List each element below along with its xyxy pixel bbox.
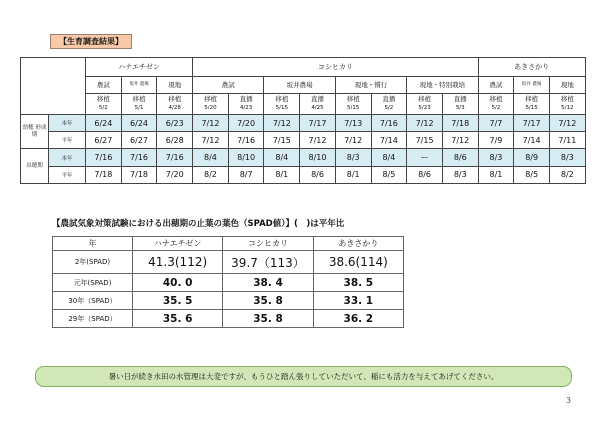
date-cell: 7/12 [193,114,229,131]
date-cell: 7/20 [228,114,264,131]
transplant-method: 移植 [132,94,146,103]
date-cell: 8/6 [407,166,443,183]
site-label: 坂井 農場 [121,77,157,93]
spad-header-row [53,237,404,251]
date-cell: 6/24 [121,114,157,131]
date-cell: 7/20 [157,166,193,183]
spad-value: 41.3(112) [133,251,223,274]
date-cell: 7/12 [193,132,229,149]
site-row [21,77,586,93]
date-cell: 7/16 [121,149,157,166]
date-cell: 7/18 [442,114,478,131]
transplant-cell [407,93,443,114]
date-cell: 8/1 [335,166,371,183]
transplant-cell [300,93,336,114]
spad-value: 38. 5 [313,274,403,292]
spad-value: 35. 8 [223,310,313,328]
date-cell: 6/27 [121,132,157,149]
date-cell: 8/10 [300,149,336,166]
transplant-method: 移植 [418,94,432,103]
date-cell: 8/5 [514,166,550,183]
transplant-cell [193,93,229,114]
transplant-cell [335,93,371,114]
spad-value: 33. 1 [313,292,403,310]
date-cell: 7/17 [300,114,336,131]
transplant-date: 5/15 [525,104,538,111]
date-cell: 6/23 [157,114,193,131]
spad-value: 38.6(114) [313,251,403,274]
transplant-cell [549,93,585,114]
transplant-method: 直播 [311,94,324,103]
spad-value: 35. 8 [223,292,313,310]
date-cell: 7/14 [371,132,407,149]
date-cell: 7/12 [549,114,585,131]
date-cell: 7/16 [371,114,407,131]
year-label: 本年 [49,114,86,131]
spad-year-label: 30年（SPAD） [53,292,133,310]
spad-value: 39.7（113） [223,251,313,274]
variety-akisakari: あきさかり [478,58,585,77]
transplant-date: 5/1 [134,104,144,111]
variety-hanaechizen: ハナエチゼン [86,58,193,77]
transplant-date: 5/23 [418,104,431,111]
date-cell: 8/4 [264,149,300,166]
spad-row [53,292,404,310]
date-cell: 8/6 [442,149,478,166]
date-cell: 8/1 [478,166,514,183]
date-cell: 6/24 [86,114,122,131]
year-label: 本年 [49,149,86,166]
date-cell: 7/9 [478,132,514,149]
site-label: 現地・特別栽培 [407,77,478,93]
spad-row [53,310,404,328]
transplant-date: 5/2 [384,104,394,111]
spad-table [52,236,404,328]
transplant-row [21,93,586,114]
date-cell: 8/10 [228,149,264,166]
spad-row [53,274,404,292]
date-cell: 7/14 [514,132,550,149]
transplant-date: 5/20 [204,104,217,111]
site-label: 坂井 農場 [514,77,550,93]
spad-year-label: 2年(SPAD) [53,251,133,274]
date-cell: 8/2 [193,166,229,183]
table-row [21,132,586,149]
transplant-method: 移植 [96,94,110,103]
transplant-cell [157,93,193,114]
table-row [21,166,586,183]
transplant-date: 5/12 [561,104,574,111]
date-cell: 8/1 [264,166,300,183]
date-cell: 7/7 [478,114,514,131]
transplant-cell [514,93,550,114]
spad-value: 40. 0 [133,274,223,292]
date-cell: 7/11 [549,132,585,149]
spad-value: 35. 6 [133,310,223,328]
date-cell: 8/6 [300,166,336,183]
date-cell: 7/17 [514,114,550,131]
date-cell: 8/2 [549,166,585,183]
date-cell: 8/4 [193,149,229,166]
spad-header-cell: コシヒカリ [223,237,313,251]
year-label: 平年 [49,166,86,183]
transplant-cell [264,93,300,114]
transplant-date: 4/25 [311,104,324,111]
transplant-method: 直播 [453,94,467,103]
spad-year-label: 29年（SPAD） [53,310,133,328]
site-label: 農試 [193,77,264,93]
date-cell: 6/28 [157,132,193,149]
transplant-method: 移植 [168,94,182,103]
date-cell: 6/27 [86,132,122,149]
date-cell: 8/9 [514,149,550,166]
transplant-date: 4/28 [168,104,181,111]
date-cell: 8/4 [371,149,407,166]
message-banner: 暑い日が続き水田の水管理は大変ですが、もうひと踏ん張りしていただいて、稲にも活力を与えてあげてください。 [35,366,572,387]
date-cell: 8/5 [371,166,407,183]
date-cell: 7/12 [407,114,443,131]
date-cell: ー [407,149,443,166]
site-label: 坂井農場 [264,77,335,93]
year-label: 平年 [49,132,86,149]
date-cell: 7/12 [300,132,336,149]
section-title: 【生育調査結果】 [50,34,132,49]
date-cell: 7/18 [86,166,122,183]
date-cell: 7/18 [121,166,157,183]
date-cell: 7/16 [228,132,264,149]
stage-label: 出穂期 [21,149,49,184]
transplant-method: 直播 [382,94,396,103]
page-number: 3 [566,396,572,405]
date-cell: 7/15 [407,132,443,149]
date-cell: 8/3 [335,149,371,166]
transplant-method: 移植 [203,94,217,103]
spad-header-cell: 年 [53,237,133,251]
spad-value: 38. 4 [223,274,313,292]
corner-cell [21,58,86,115]
date-cell: 7/12 [442,132,478,149]
date-cell: 8/3 [549,149,585,166]
transplant-method: 移植 [275,94,289,103]
variety-koshihikari: コシヒカリ [193,58,479,77]
date-cell: 7/12 [264,114,300,131]
growth-survey-table [20,57,586,184]
spad-value: 35. 5 [133,292,223,310]
site-label: 現地・慣行 [335,77,406,93]
site-label: 農試 [478,77,514,93]
transplant-method: 直播 [239,94,253,103]
transplant-date: 5/3 [455,104,465,111]
transplant-cell [86,93,122,114]
date-cell: 7/15 [264,132,300,149]
transplant-method: 移植 [346,94,360,103]
spad-header-cell: あきさかり [313,237,403,251]
date-cell: 7/12 [335,132,371,149]
transplant-method: 移植 [560,94,574,103]
site-label: 現地 [549,77,585,93]
date-cell: 8/3 [442,166,478,183]
transplant-cell [442,93,478,114]
spad-header-cell: ハナエチゼン [133,237,223,251]
stage-label: 幼穂 形成期 [21,114,49,149]
spad-title: 【農試気象対策試験における出穂期の止葉の葉色（SPAD値）】( )は平年比 [52,219,345,229]
table-row [21,149,586,166]
date-cell: 8/7 [228,166,264,183]
transplant-date: 5/15 [347,104,360,111]
date-cell: 7/16 [86,149,122,166]
transplant-cell [371,93,407,114]
date-cell: 8/3 [478,149,514,166]
spad-row [53,251,404,274]
date-cell: 7/16 [157,149,193,166]
site-label: 現地 [157,77,193,93]
spad-year-label: 元年(SPAD) [53,274,133,292]
transplant-method: 移植 [489,94,503,103]
table-row [21,114,586,131]
transplant-date: 5/2 [98,104,108,111]
transplant-cell [478,93,514,114]
transplant-cell [121,93,157,114]
transplant-cell [228,93,264,114]
transplant-method: 移植 [525,94,539,103]
transplant-date: 5/2 [491,104,501,111]
spad-value: 36. 2 [313,310,403,328]
site-label: 農試 [86,77,122,93]
transplant-date: 4/23 [239,104,253,111]
date-cell: 7/13 [335,114,371,131]
transplant-date: 5/15 [275,104,288,111]
